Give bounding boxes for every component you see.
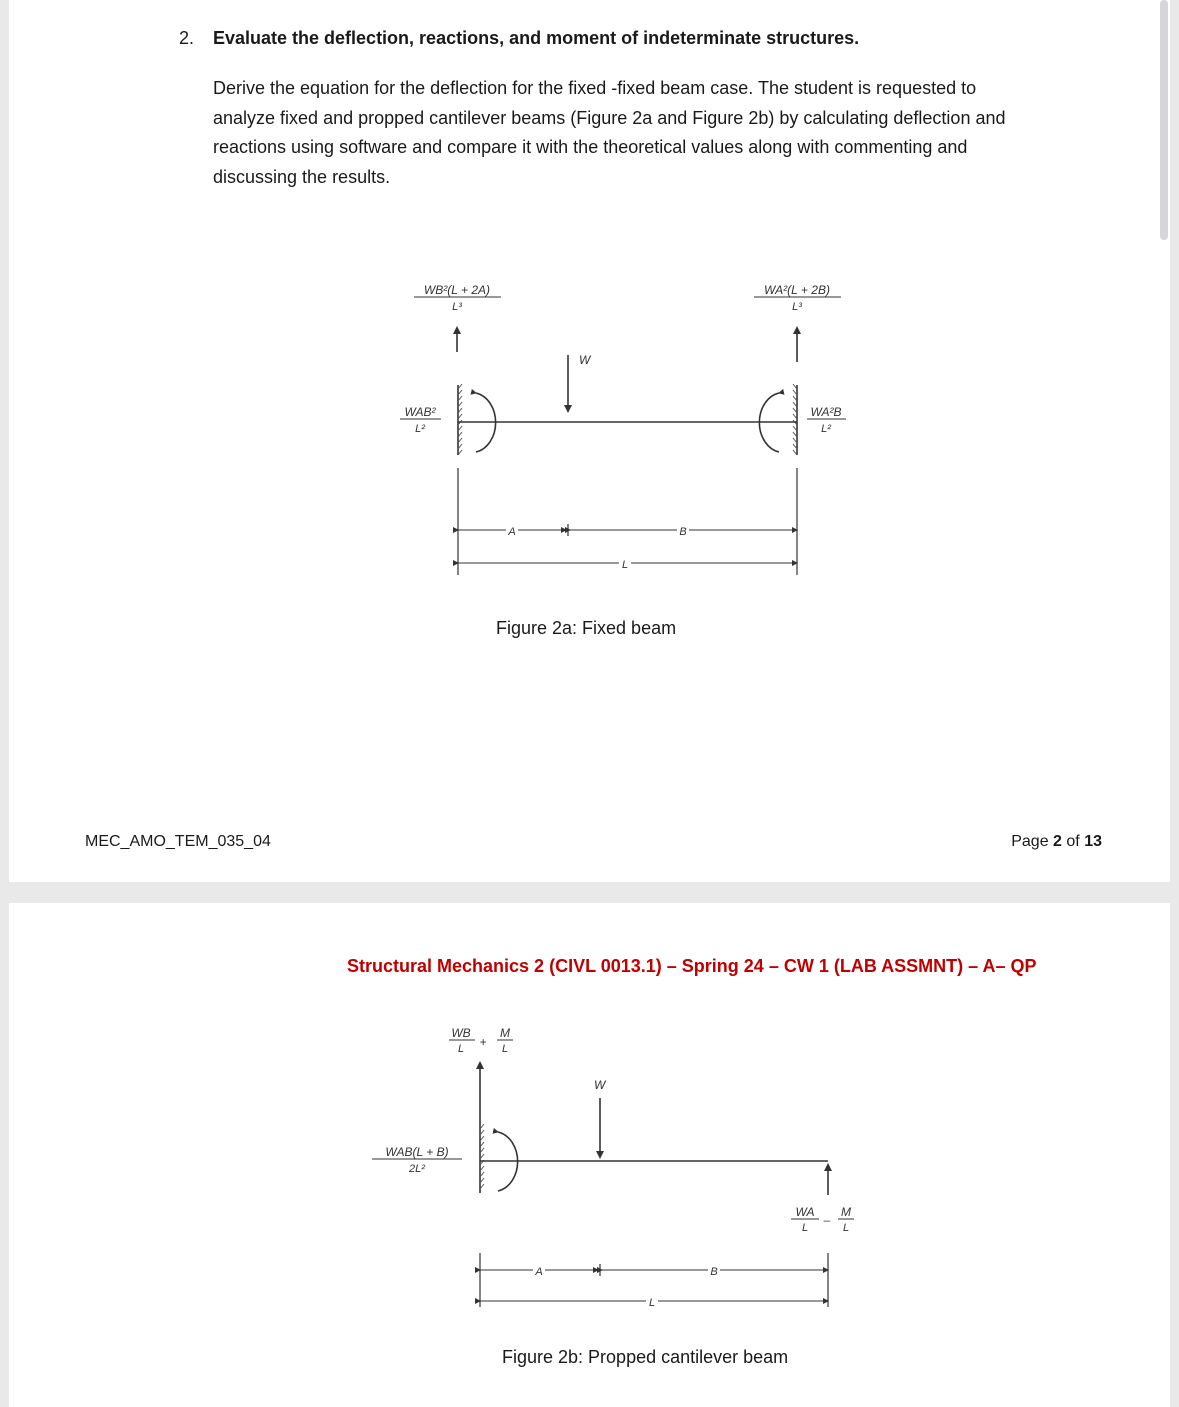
- dim-a-label: A: [535, 1266, 543, 1278]
- page-of: of: [1066, 833, 1080, 850]
- question-title: Evaluate the deflection, reactions, and moment of indeterminate structures.: [213, 28, 860, 48]
- left-reaction-operator: +: [479, 1035, 487, 1049]
- page-current: 2: [1053, 833, 1062, 850]
- document-page-3: [9, 903, 1170, 1407]
- right-reaction-numerator-1: WA: [795, 1205, 815, 1219]
- left-fixed-support: [458, 384, 462, 455]
- left-moment-denominator: L²: [415, 423, 425, 435]
- footer-doc-code: MEC_AMO_TEM_035_04: [85, 833, 271, 850]
- figure-2a-fixed-beam: [9, 0, 1170, 882]
- right-reaction-numerator-2: M: [841, 1205, 851, 1219]
- moment-denominator: 2L²: [409, 1163, 425, 1175]
- right-reaction-numerator: WA²(L + 2B): [764, 283, 830, 297]
- right-reaction-denominator-2: L: [842, 1222, 850, 1234]
- right-reaction-denominator: L³: [792, 301, 802, 313]
- left-reaction-numerator-2: M: [500, 1026, 510, 1040]
- footer-page-number: [1011, 833, 1102, 851]
- left-fixed-support: [480, 1124, 484, 1193]
- left-reaction-denominator: L³: [452, 301, 462, 313]
- dim-b-label: B: [710, 1266, 718, 1278]
- dim-a-label: A: [508, 526, 516, 538]
- dim-b-label: B: [679, 526, 687, 538]
- moment-numerator: WAB(L + B): [385, 1145, 449, 1159]
- figure-2a-caption: Figure 2a: Fixed beam: [496, 618, 677, 638]
- left-reaction-denominator-2: L: [501, 1043, 509, 1055]
- figure-2b-propped-cantilever: [9, 903, 1170, 1407]
- question-body: Derive the equation for the deflection for the fixed -fixed beam case. The student is requested to analyze fixed and propped cantilever beams (Figure 2a and Figure 2b) by calculating deflection and reactions using software and compare it with the theoretical values along with commenting and discussing the results.: [213, 78, 1006, 187]
- document-page-2: [9, 0, 1170, 882]
- left-reaction-denominator-1: L: [457, 1043, 465, 1055]
- right-moment-numerator: WA²B: [810, 405, 842, 419]
- left-reaction-numerator: WB²(L + 2A): [423, 283, 491, 297]
- right-fixed-support: [793, 384, 797, 455]
- page-label: Page: [1011, 833, 1049, 850]
- right-moment-denominator: L²: [821, 423, 831, 435]
- load-label: W: [594, 1078, 606, 1092]
- page-total: 13: [1084, 833, 1102, 850]
- left-reaction-numerator-1: WB: [451, 1026, 471, 1040]
- right-reaction-denominator-1: L: [801, 1222, 809, 1234]
- load-label: W: [579, 353, 591, 367]
- question-number: 2.: [179, 28, 195, 48]
- dim-l-label: L: [648, 1297, 656, 1309]
- dim-l-label: L: [621, 559, 629, 571]
- course-header: Structural Mechanics 2 (CIVL 0013.1) – Spring 24 – CW 1 (LAB ASSMNT) – A– QP: [347, 956, 1037, 976]
- right-reaction-operator: –: [823, 1213, 831, 1227]
- left-moment-numerator: WAB²: [404, 405, 436, 419]
- figure-2b-caption: Figure 2b: Propped cantilever beam: [502, 1347, 789, 1367]
